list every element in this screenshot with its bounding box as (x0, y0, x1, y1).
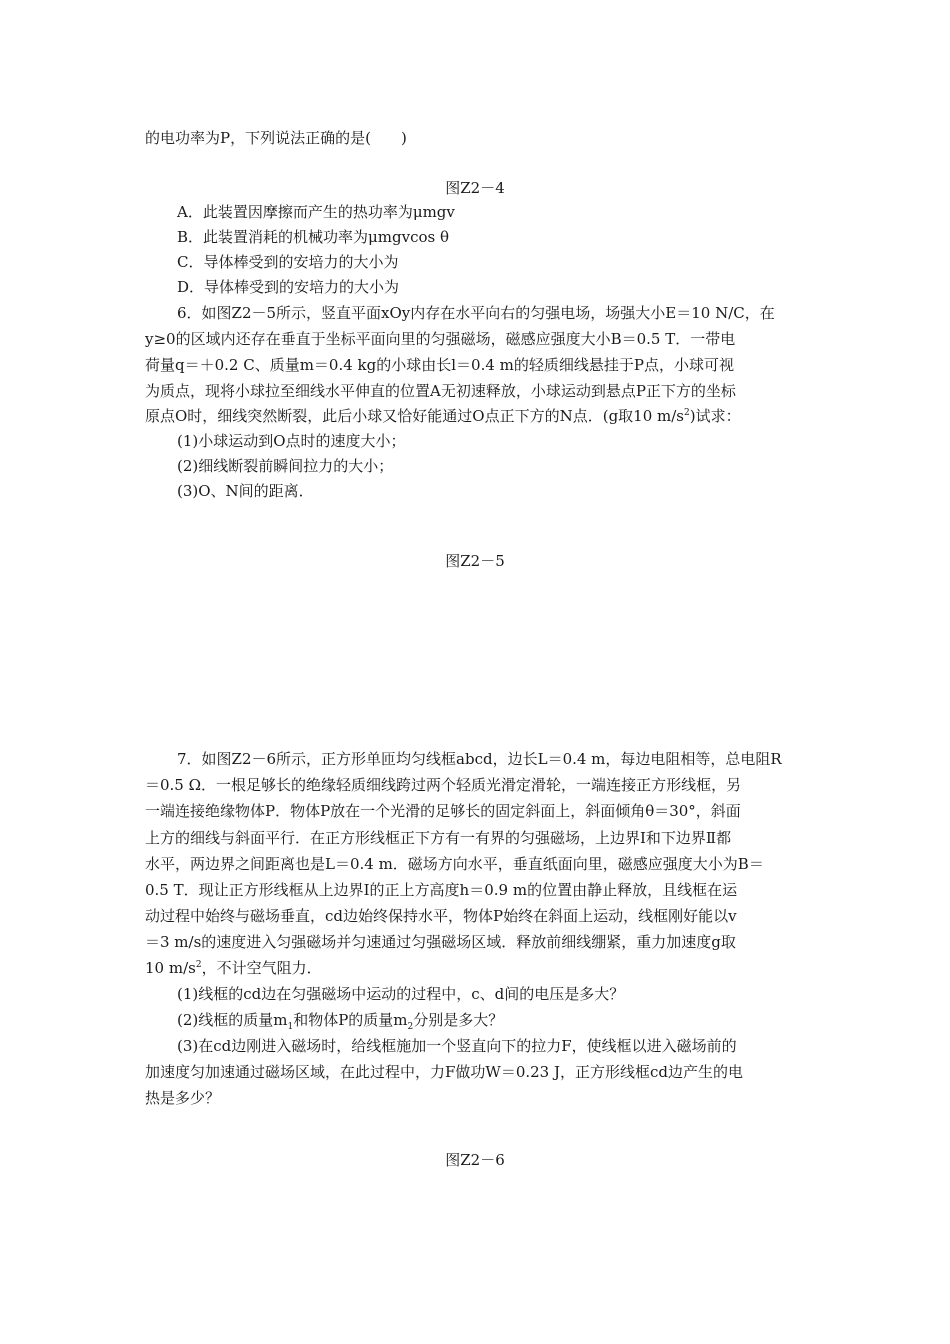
continuation-text: 的电功率为P，下列说法正确的是( ) (145, 129, 407, 147)
q6-line-5-text: 原点O时，细线突然断裂，此后小球又恰好能通过O点正下方的N点．(g取10 m/s (145, 407, 685, 425)
q6-unit-superscript: 2 (684, 408, 690, 418)
q7-subq-2 (177, 1010, 503, 1030)
q6-line-5 (145, 406, 741, 426)
q7-line-7: 动过程中始终与磁场垂直，cd边始终保持水平，物体P始终在斜面上运动，线框刚好能以v (145, 907, 737, 925)
q7-line-2: ＝0.5 Ω．一根足够长的绝缘轻质细线跨过两个轻质光滑定滑轮，一端连接正方形线框，另 (145, 776, 742, 794)
q7-subq-3-line-1: (3)在cd边刚进入磁场时，给线框施加一个竖直向下的拉力F，使线框以进入磁场前的 (177, 1037, 737, 1055)
figure-caption-z2-4: 图Z2－4 (445, 179, 505, 197)
q7-subscript-1: 1 (287, 1022, 294, 1032)
q6-subq-3: (3)O、N间的距离． (177, 482, 314, 500)
q6-line-4: 为质点，现将小球拉至细线水平伸直的位置A无初速释放，小球运动到悬点P正下方的坐标 (145, 382, 736, 400)
q7-subq-2-tail: 分别是多大？ (413, 1011, 504, 1029)
q7-subq-2-mid: 和物体P的质量m (293, 1011, 408, 1029)
q7-line-1: 7．如图Z2－6所示，正方形单匝均匀线框abcd，边长L＝0.4 m，每边电阻相等，总电阻R (177, 750, 782, 768)
q7-line-3: 一端连接绝缘物体P．物体P放在一个光滑的足够长的固定斜面上，斜面倾角θ＝30°，斜面 (145, 802, 741, 820)
q7-subq-3-line-3: 热是多少？ (145, 1089, 221, 1107)
option-c: C．导体棒受到的安培力的大小为 (177, 253, 399, 271)
q7-line-6: 0.5 T．现让正方形线框从上边界Ⅰ的正上方高度h＝0.9 m的位置由静止释放，且线框在运 (145, 881, 738, 899)
q6-line-1: 6．如图Z2－5所示，竖直平面xOy内存在水平向右的匀强电场，场强大小E＝10 N/C，在 (177, 304, 775, 322)
q7-line-8: ＝3 m/s的速度进入匀强磁场并匀速通过匀强磁场区域．释放前细线绷紧，重力加速度g取 (145, 933, 736, 951)
q7-subq-3-line-2: 加速度匀加速通过磁场区域，在此过程中，力F做功W＝0.23 J，正方形线框cd边产生的电 (145, 1063, 744, 1081)
q7-unit-superscript: 2 (195, 960, 202, 970)
q6-subq-1: (1)小球运动到O点时的速度大小； (177, 432, 406, 450)
q7-line-9 (145, 958, 322, 978)
q6-line-2: y≥0的区域内还存在垂直于坐标平面向里的匀强磁场，磁感应强度大小B＝0.5 T．一带电 (145, 330, 736, 348)
option-b: B．此装置消耗的机械功率为μmgvcos θ (177, 228, 450, 246)
q6-line-5-tail: )试求： (689, 407, 741, 425)
q7-subscript-2: 2 (407, 1022, 414, 1032)
q7-subq-1: (1)线框的cd边在匀强磁场中运动的过程中，c、d间的电压是多大？ (177, 985, 625, 1003)
q7-line-9-text: 10 m/s (145, 959, 196, 977)
q6-line-3: 荷量q＝＋0.2 C、质量m＝0.4 kg的小球由长l＝0.4 m的轻质细线悬挂于P点，小球可视 (145, 356, 734, 374)
option-a: A．此装置因摩擦而产生的热功率为μmgv (177, 203, 455, 221)
option-d: D．导体棒受到的安培力的大小为 (177, 278, 400, 296)
q6-subq-2: (2)细线断裂前瞬间拉力的大小； (177, 457, 394, 475)
q7-line-5: 水平，两边界之间距离也是L＝0.4 m．磁场方向水平，垂直纸面向里，磁感应强度大小为B＝ (145, 855, 764, 873)
figure-caption-z2-6: 图Z2－6 (445, 1151, 505, 1169)
q7-line-4: 上方的细线与斜面平行．在正方形线框正下方有一有界的匀强磁场，上边界Ⅰ和下边界Ⅱ都 (145, 829, 732, 847)
q7-line-9-tail: ，不计空气阻力． (201, 959, 322, 977)
figure-caption-z2-5: 图Z2－5 (445, 552, 505, 570)
q7-subq-2-text: (2)线框的质量m (177, 1011, 288, 1029)
